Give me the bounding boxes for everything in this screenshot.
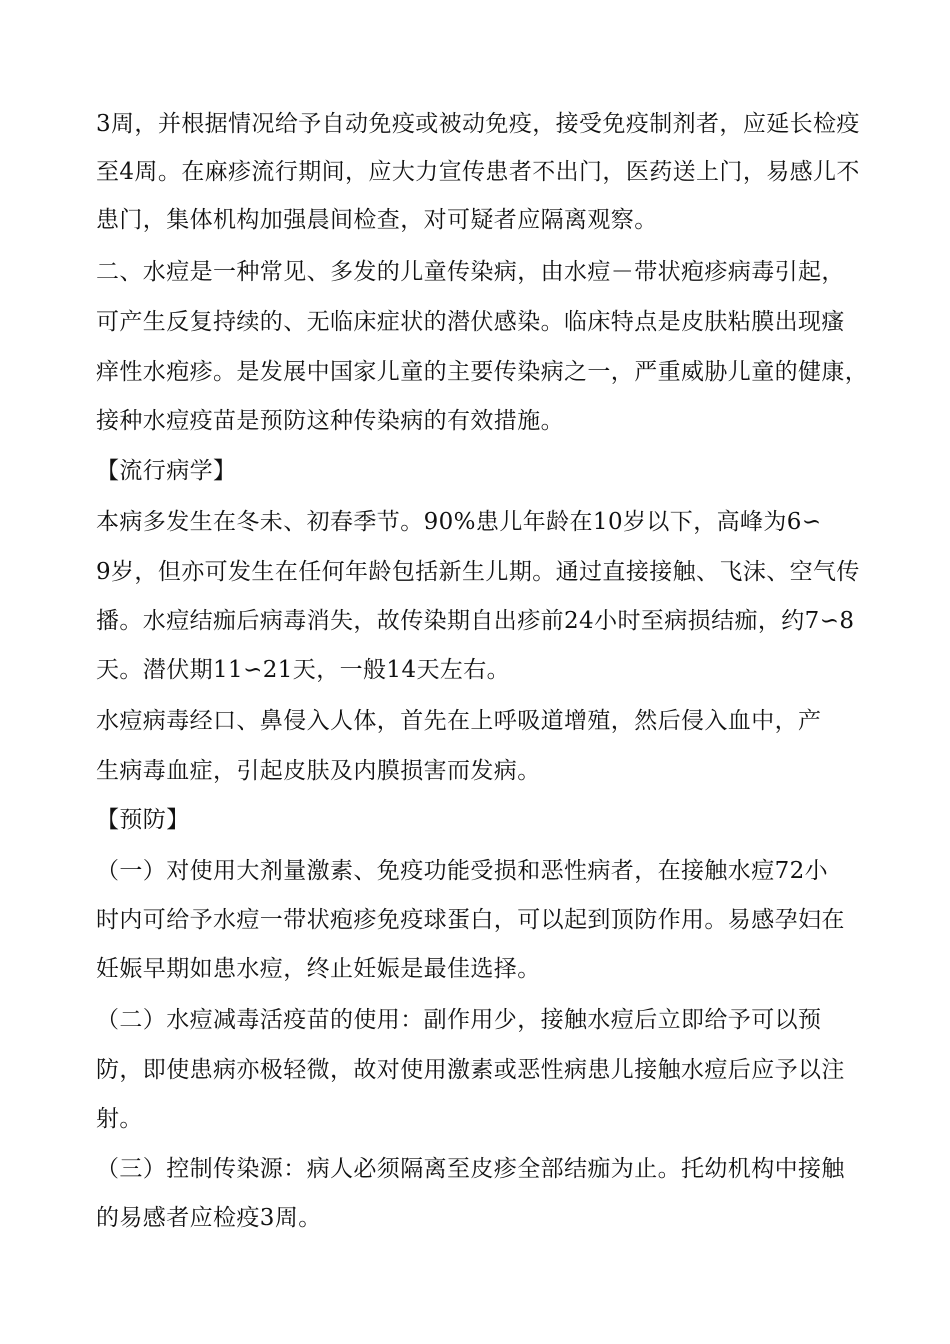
paragraph-line: 接种水痘疫苗是预防这种传染病的有效措施。 [96, 408, 564, 434]
paragraph-line: （三）控制传染源：病人必须隔离至皮疹全部结痂为止。托幼机构中接触 [96, 1156, 845, 1182]
paragraph-line: 二、水痘是一种常见、多发的儿童传染病，由水痘－带状疱疹病毒引起， [96, 259, 845, 285]
paragraph-line: 3周，并根据情况给予自动免疫或被动免疫，接受免疫制剂者，应延长检疫 [96, 111, 860, 137]
paragraph-line: 本病多发生在冬未、初春季节。90%患儿年龄在10岁以下，高峰为6∽ [96, 509, 822, 535]
paragraph-line: 天。潜伏期11∽21天，一般14天左右。 [96, 657, 511, 683]
paragraph-line: 至4周。在麻疹流行期间，应大力宣传患者不出门，医药送上门，易感儿不 [96, 159, 860, 185]
paragraph-line: 播。水痘结痂后病毒消失，故传染期自出疹前24小时至病损结痂，约7∽8 [96, 608, 855, 634]
paragraph-line: （二）水痘减毒活疫苗的使用：副作用少，接触水痘后立即给予可以预 [96, 1007, 822, 1033]
paragraph-line: 妊娠早期如患水痘，终止妊娠是最佳选择。 [96, 956, 541, 982]
section-heading: 【预防】 [96, 807, 190, 833]
paragraph-line: 防，即使患病亦极轻微，故对使用激素或恶性病患儿接触水痘后应予以注 [96, 1057, 845, 1083]
paragraph-line: 射。 [96, 1106, 143, 1132]
paragraph-line: 可产生反复持续的、无临床症状的潜伏感染。临床特点是皮肤粘膜出现瘙 [96, 309, 845, 335]
paragraph-line: 9岁，但亦可发生在任何年龄包括新生儿期。通过直接接触、飞沫、空气传 [96, 559, 860, 585]
paragraph-line: 痒性水疱疹。是发展中国家儿童的主要传染病之一，严重威胁儿童的健康， [96, 359, 869, 385]
section-heading: 【流行病学】 [96, 458, 237, 484]
paragraph-line: 生病毒血症，引起皮肤及内膜损害而发病。 [96, 758, 541, 784]
paragraph-line: 的易感者应检疫3周。 [96, 1205, 322, 1231]
paragraph-line: 时内可给予水痘一带状疱疹免疫球蛋白，可以起到顶防作用。易感孕妇在 [96, 907, 845, 933]
paragraph-line: 水痘病毒经口、鼻侵入人体，首先在上呼吸道增殖，然后侵入血中，产 [96, 708, 822, 734]
paragraph-line: 患门，集体机构加强晨间检查，对可疑者应隔离观察。 [96, 207, 658, 233]
paragraph-line: （一）对使用大剂量激素、免疫功能受损和恶性病者，在接触水痘72小 [96, 858, 829, 884]
